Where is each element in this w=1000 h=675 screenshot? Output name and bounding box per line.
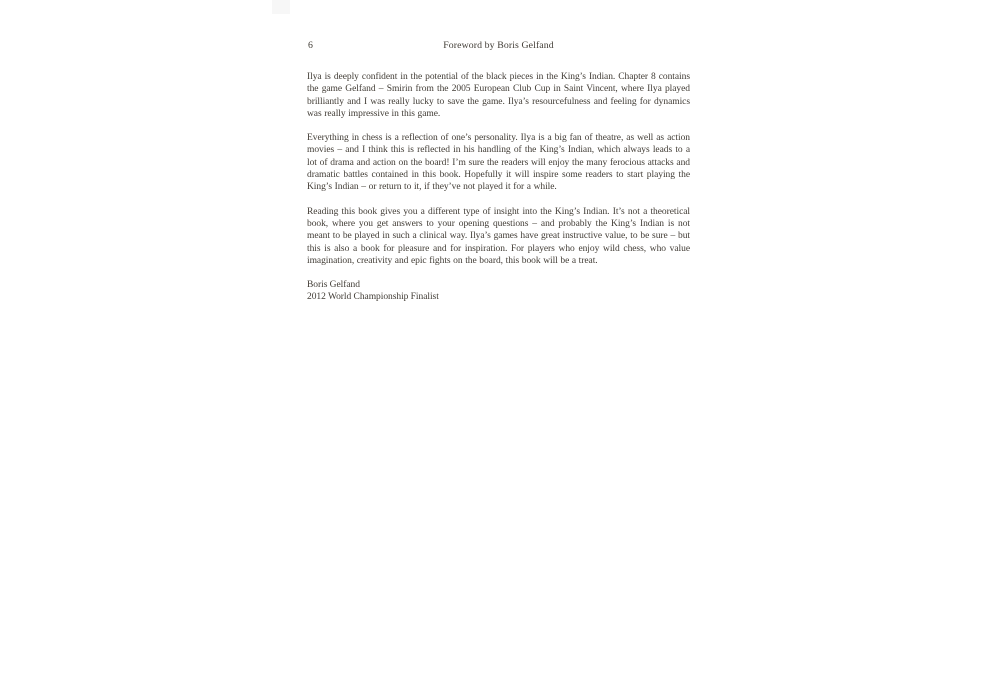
page-number: 6: [308, 40, 313, 51]
paragraph-2: Everything in chess is a reflection of one’s personality. Ilya is a big fan of theatre, as well as action movies – and I think this is reflected in his handling of the King’s Indian, which always leads to a lot of drama and action on the board! I’m sure the readers will enjoy the many ferocious attacks and dramatic battles contained in this book. Hopefully it will inspire some readers to start playing the King’s Indian – or return to it, if they’ve not played it for a while.: [307, 133, 690, 193]
signature-title: 2012 World Championship Finalist: [307, 292, 439, 303]
scan-artifact: [272, 0, 290, 14]
running-header-title: Foreword by Boris Gelfand: [443, 40, 554, 51]
foreword-body: [307, 71, 690, 267]
signature-block: [307, 279, 690, 304]
paragraph-3: Reading this book gives you a different type of insight into the King’s Indian. It’s not a theoretical book, where you get answers to your opening questions – and probably the King’s Indian is not meant to be played in such a clinical way. Ilya’s games have great instructive value, to be sure – but this is also a book for pleasure and for inspiration. For players who enjoy wild chess, who value imagination, creativity and epic fights on the board, this book will be a treat.: [307, 206, 690, 266]
signature-name: Boris Gelfand: [307, 280, 360, 291]
paragraph-1: Ilya is deeply confident in the potential of the black pieces in the King’s Indian. Chapter 8 contains the game Gelfand – Smirin from the 2005 European Club Cup in Saint Vincent, where Ilya played brilliantly and I was really lucky to save the game. Ilya’s resourcefulness and feeling for dynamics was really impressive in this game.: [307, 72, 690, 119]
page-header: [307, 40, 690, 52]
text-column: [307, 40, 690, 304]
